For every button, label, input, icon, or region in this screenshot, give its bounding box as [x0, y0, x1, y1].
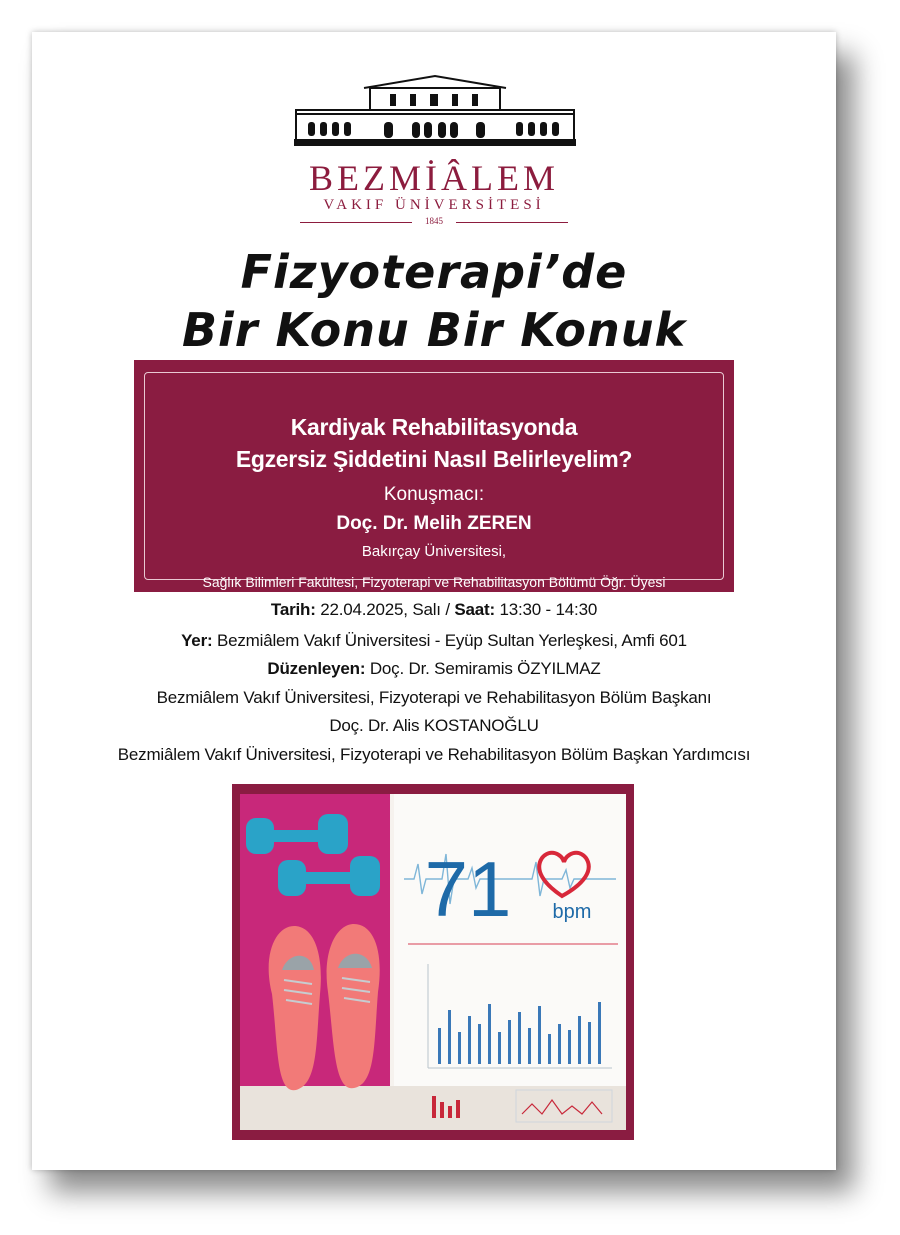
time-label: Saat: [454, 600, 495, 619]
speaker-label: Konuşmacı: [383, 484, 485, 505]
talk-title-line-1: Kardiyak Rehabilitasyonda [290, 414, 578, 440]
organizer-line [32, 657, 836, 681]
organizer2-title: Bezmiâlem Vakıf Üniversitesi, Fizyoterapi ve Rehabilitasyon Bölüm Başkan Yardımcısı [117, 745, 751, 764]
speaker-faculty: Sağlık Bilimleri Fakültesi, Fizyoterapi ve Rehabilitasyon Bölümü Öğr. Üyesi [202, 574, 666, 590]
fitness-heart-rate-photo [232, 784, 634, 1140]
university-name: BEZMİÂLEM [309, 158, 559, 198]
place-label: Yer: [181, 631, 213, 650]
place-line [32, 629, 836, 653]
heart-rate-value: 71 [424, 845, 512, 933]
organizer-title: Bezmiâlem Vakıf Üniversitesi, Fizyoterapi ve Rehabilitasyon Bölüm Başkanı [156, 688, 712, 707]
date-label: Tarih: [270, 600, 316, 619]
organizer2-name: Doç. Dr. Alis KOSTANOĞLU [329, 716, 539, 735]
place-value: Bezmiâlem Vakıf Üniversitesi - Eyüp Sultan Yerleşkesi, Amfi 601 [212, 631, 687, 650]
talk-title-line-2: Egzersiz Şiddetini Nasıl Belirleyelim? [235, 446, 633, 472]
heart-rate-unit: bpm [552, 901, 592, 923]
date-value: 22.04.2025, Salı / [315, 600, 455, 619]
university-building-logo [294, 74, 576, 146]
event-poster [32, 32, 836, 1170]
organizer-label: Düzenleyen: [267, 659, 366, 678]
speaker-name: Doç. Dr. Melih ZEREN [336, 513, 532, 534]
talk-banner [134, 360, 734, 592]
date-time-line [32, 598, 836, 622]
headline-line-2: Bir Konu Bir Konuk [181, 303, 687, 357]
headline-line-1: Fizyoterapi’de [240, 245, 628, 299]
organizer-value: Doç. Dr. Semiramis ÖZYILMAZ [365, 659, 601, 678]
founding-year: 1845 [425, 216, 443, 226]
university-subtitle: VAKIF ÜNİVERSİTESİ [323, 197, 545, 213]
time-value: 13:30 - 14:30 [494, 600, 598, 619]
speaker-university: Bakırçay Üniversitesi, [361, 543, 507, 560]
